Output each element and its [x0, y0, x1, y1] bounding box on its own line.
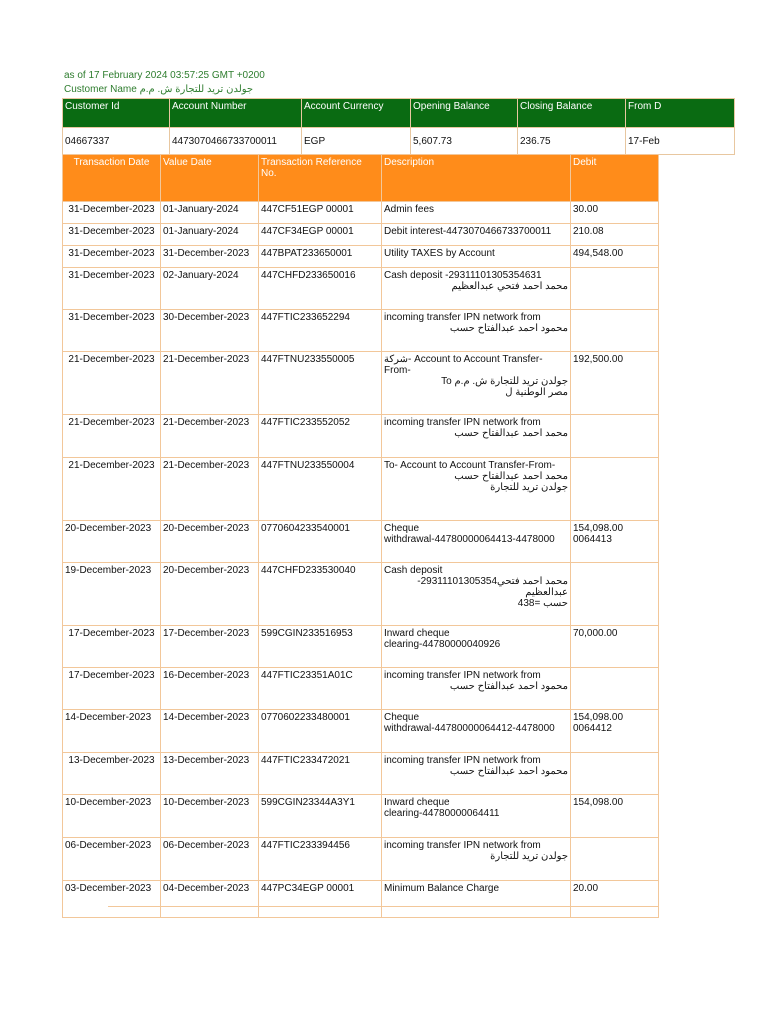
table-row: [63, 352, 659, 415]
col-from-date: From D: [626, 99, 735, 128]
transaction-reference: 447FTIC233472021: [259, 753, 382, 795]
description-line: محمد احمد عبدالفتاح حسب: [454, 471, 568, 482]
debit-amount: 70,000.00: [571, 626, 659, 668]
description-line: Cheque: [384, 712, 420, 723]
transaction-date: 10-December-2023: [63, 795, 161, 838]
description-line: Inward cheque: [384, 797, 450, 808]
transaction-reference: 447FTIC233652294: [259, 310, 382, 352]
debit-amount: [571, 310, 659, 352]
debit-amount: [571, 268, 659, 310]
value-date: 17-December-2023: [161, 626, 259, 668]
value-date: 30-December-2023: [161, 310, 259, 352]
customer-id: 04667337: [63, 128, 170, 155]
description: [382, 224, 571, 246]
transaction-reference: 447FTIC233552052: [259, 415, 382, 458]
transaction-date: 17-December-2023: [63, 668, 161, 710]
col-customer-id: Customer Id: [63, 99, 170, 128]
transaction-reference: 447PC34EGP 00001: [259, 881, 382, 918]
transaction-reference: 599CGIN23344A3Y1: [259, 795, 382, 838]
description: [382, 246, 571, 268]
value-date: 06-December-2023: [161, 838, 259, 881]
transaction-reference: 447BPAT233650001: [259, 246, 382, 268]
description: [382, 268, 571, 310]
description-line: To جولدن تريد للتجارة ش. م.م: [441, 376, 568, 387]
description-line: Cash deposit -29311101305354631: [384, 270, 542, 281]
transaction-reference: 447FTNU233550004: [259, 458, 382, 521]
table-row: [63, 753, 659, 795]
value-date: 20-December-2023: [161, 521, 259, 563]
description: [382, 668, 571, 710]
value-date: 21-December-2023: [161, 352, 259, 415]
description-line: شركة- Account to Account Transfer-From-: [384, 354, 543, 376]
debit-amount: 154,098.00 0064412: [571, 710, 659, 753]
description: [382, 753, 571, 795]
transaction-date: 31-December-2023: [63, 224, 161, 246]
transaction-reference: 447FTNU233550005: [259, 352, 382, 415]
value-date: 21-December-2023: [161, 458, 259, 521]
description-line: محمد احمد عبدالفتاح حسب: [454, 428, 568, 439]
table-row: [63, 563, 659, 626]
description-line: To- Account to Account Transfer-From-: [384, 460, 556, 471]
debit-amount: [571, 838, 659, 881]
col-debit: Debit: [571, 155, 659, 202]
table-row: [63, 202, 659, 224]
description-line: جولدن تريد للتجارة: [490, 482, 568, 493]
value-date: 16-December-2023: [161, 668, 259, 710]
table-row: [63, 795, 659, 838]
description: [382, 521, 571, 563]
closing-balance: 236.75: [518, 128, 626, 155]
table-row: [63, 246, 659, 268]
col-opening-balance: Opening Balance: [411, 99, 518, 128]
description-line: incoming transfer IPN network from: [384, 312, 541, 323]
debit-amount: 494,548.00: [571, 246, 659, 268]
description-line: جولدن تريد للتجارة: [490, 851, 568, 862]
description-line: Utility TAXES by Account: [384, 248, 495, 259]
transaction-reference: 599CGIN233516953: [259, 626, 382, 668]
description-line: محمد احمد فتحي29311101305354- عبدالعظيم: [417, 576, 568, 598]
description-line: Cheque: [384, 523, 420, 534]
description: [382, 415, 571, 458]
description-line: Cash deposit: [384, 565, 443, 576]
table-row: [63, 710, 659, 753]
transaction-date: 31-December-2023: [63, 268, 161, 310]
description-line: حسب =438: [517, 598, 568, 609]
value-date: 21-December-2023: [161, 415, 259, 458]
transaction-date: 13-December-2023: [63, 753, 161, 795]
transaction-reference: 0770602233480001: [259, 710, 382, 753]
debit-amount: 20.00: [571, 881, 659, 918]
value-date: 14-December-2023: [161, 710, 259, 753]
account-currency: EGP: [302, 128, 411, 155]
table-bottom-rule: [108, 906, 658, 907]
debit-amount: 210.08: [571, 224, 659, 246]
account-header-row: [63, 99, 735, 128]
transaction-date: 21-December-2023: [63, 352, 161, 415]
description-line: محمود احمد عبدالفتاح حسب: [449, 323, 568, 334]
value-date: 04-December-2023: [161, 881, 259, 918]
transaction-reference: 447FTIC23351A01C: [259, 668, 382, 710]
debit-amount: 192,500.00: [571, 352, 659, 415]
debit-amount: 154,098.00: [571, 795, 659, 838]
transaction-reference: 447CHFD233650016: [259, 268, 382, 310]
transaction-date: 06-December-2023: [63, 838, 161, 881]
table-row: [63, 626, 659, 668]
account-number: 4473070466733700011: [170, 128, 302, 155]
from-date: 17-Feb: [626, 128, 735, 155]
description-line: withdrawal-44780000064413-4478000: [384, 534, 555, 545]
col-transaction-date: Transaction Date: [63, 155, 161, 202]
transaction-date: 21-December-2023: [63, 415, 161, 458]
col-account-currency: Account Currency: [302, 99, 411, 128]
description-line: Admin fees: [384, 204, 435, 215]
account-summary-table: [62, 98, 735, 155]
description-line: Inward cheque: [384, 628, 450, 639]
table-row: [63, 458, 659, 521]
description-line: incoming transfer IPN network from: [384, 670, 541, 681]
debit-amount: [571, 668, 659, 710]
transaction-reference: 0770604233540001: [259, 521, 382, 563]
account-value-row: [63, 128, 735, 155]
col-transaction-reference: Transaction Reference No.: [259, 155, 382, 202]
transaction-date: 31-December-2023: [63, 246, 161, 268]
description: [382, 310, 571, 352]
transaction-date: 03-December-2023: [63, 881, 161, 918]
customer-name-line: Customer Name جولدن تريد للتجارة ش. م.م: [64, 84, 254, 95]
table-row: [63, 224, 659, 246]
table-row: [63, 268, 659, 310]
table-row: [63, 881, 659, 918]
description: [382, 458, 571, 521]
transaction-date: 21-December-2023: [63, 458, 161, 521]
col-value-date: Value Date: [161, 155, 259, 202]
debit-amount: 30.00: [571, 202, 659, 224]
description-line: clearing-44780000040926: [384, 639, 501, 650]
description: [382, 202, 571, 224]
description-line: مصر الوطنية ل: [505, 387, 568, 398]
col-description: Description: [382, 155, 571, 202]
description: [382, 838, 571, 881]
transaction-date: 19-December-2023: [63, 563, 161, 626]
description-line: Minimum Balance Charge: [384, 883, 500, 894]
description-line: محمود احمد عبدالفتاح حسب: [449, 766, 568, 777]
transaction-date: 31-December-2023: [63, 310, 161, 352]
value-date: 01-January-2024: [161, 224, 259, 246]
description: [382, 795, 571, 838]
debit-amount: [571, 753, 659, 795]
transaction-date: 17-December-2023: [63, 626, 161, 668]
debit-amount: 154,098.00 0064413: [571, 521, 659, 563]
description-line: محمد احمد فتحي عبدالعظيم: [451, 281, 568, 292]
transaction-date: 14-December-2023: [63, 710, 161, 753]
transaction-reference: 447CF51EGP 00001: [259, 202, 382, 224]
description-line: incoming transfer IPN network from: [384, 417, 541, 428]
description: [382, 563, 571, 626]
description: [382, 710, 571, 753]
transaction-date: 31-December-2023: [63, 202, 161, 224]
value-date: 01-January-2024: [161, 202, 259, 224]
transactions-table: [62, 154, 659, 918]
description-line: clearing-44780000064411: [384, 808, 500, 819]
description: [382, 626, 571, 668]
description-line: Debit interest-4473070466733700011: [384, 226, 552, 237]
description-line: incoming transfer IPN network from: [384, 755, 541, 766]
description: [382, 352, 571, 415]
transaction-date: 20-December-2023: [63, 521, 161, 563]
debit-amount: [571, 563, 659, 626]
statement-date: as of 17 February 2024 03:57:25 GMT +0200: [64, 70, 265, 81]
transaction-reference: 447FTIC233394456: [259, 838, 382, 881]
description-line: incoming transfer IPN network from: [384, 840, 541, 851]
opening-balance: 5,607.73: [411, 128, 518, 155]
value-date: 31-December-2023: [161, 246, 259, 268]
description-line: withdrawal-44780000064412-4478000: [384, 723, 555, 734]
value-date: 10-December-2023: [161, 795, 259, 838]
debit-amount: [571, 458, 659, 521]
value-date: 20-December-2023: [161, 563, 259, 626]
table-row: [63, 838, 659, 881]
table-row: [63, 668, 659, 710]
transactions-header-row: [63, 155, 659, 202]
col-closing-balance: Closing Balance: [518, 99, 626, 128]
table-row: [63, 310, 659, 352]
col-account-number: Account Number: [170, 99, 302, 128]
transaction-reference: 447CHFD233530040: [259, 563, 382, 626]
value-date: 13-December-2023: [161, 753, 259, 795]
table-row: [63, 415, 659, 458]
debit-amount: [571, 415, 659, 458]
description: [382, 881, 571, 918]
table-row: [63, 521, 659, 563]
description-line: محمود احمد عبدالفتاح حسب: [449, 681, 568, 692]
value-date: 02-January-2024: [161, 268, 259, 310]
transaction-reference: 447CF34EGP 00001: [259, 224, 382, 246]
